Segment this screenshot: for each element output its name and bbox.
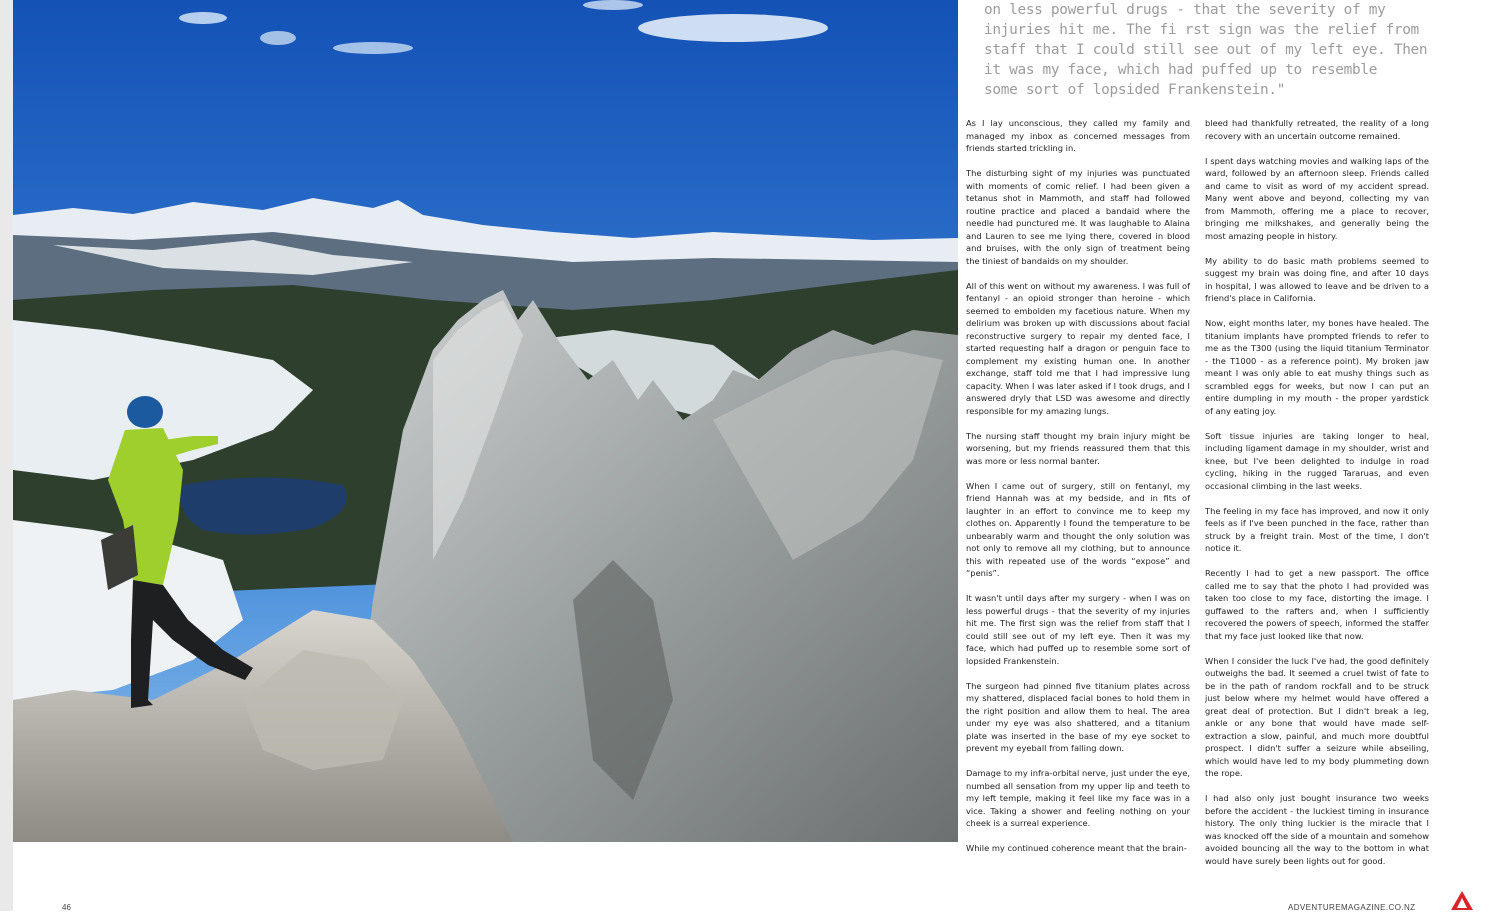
article-paragraph: When I came out of surgery, still on fentanyl, my friend Hannah was at my bedside, and in fits of laughter in an effort to convince me to keep my clothes on. Apparently I found the temperature to be unbearably warm and thought the only solution was not only to remove all my clothing, but to announce this with repeated use of the words “expose” and “penis”.	[966, 480, 1190, 578]
article-column-2	[1205, 117, 1429, 880]
article-column-1	[966, 117, 1190, 867]
article-paragraph: The feeling in my face has improved, and now it only feels as if I've been punched in the face, rather than struck by a freight train. Most of the time, I don't notice it.	[1205, 505, 1429, 553]
article-paragraph: The disturbing sight of my injuries was punctuated with moments of comic relief. I had been given a tetanus shot in Mammoth, and staff had followed routine practice and placed a bandaid where the needle had punctured me. It was laughable to Alaina and Lauren to see me lying there, covered in blood and bruises, with the only sign of treatment being the tiniest of bandaids on my shoulder.	[966, 168, 1190, 266]
pull-quote-line: staff that I could still see out of my left eye. Then	[984, 42, 1428, 58]
article-paragraph: When I consider the luck I've had, the good definitely outweighs the bad. It seemed a cruel twist of fate to be in the path of random rockfall and to be struck just below where my helmet would have offered a great deal of protection. But I didn't break a leg, ankle or any bone that would have made self-extraction a slow, painful, and much more doubtful prospect. I didn't suffer a seizure while abseiling, which would have led to my body plummeting down the rope.	[1205, 655, 1429, 778]
pull-quote	[984, 0, 1428, 100]
article-paragraph: As I lay unconscious, they called my family and managed my inbox as concerned messages from friends started trickling in.	[966, 118, 1190, 153]
article-paragraph: Damage to my infra-orbital nerve, just under the eye, numbed all sensation from my upper lip and teeth to my left temple, making it feel like my face was in a vice. Taking a shower and feeling nothing on your cheek is a surreal experience.	[966, 768, 1190, 828]
pull-quote-line: it was my face, which had puffed up to resemble	[984, 62, 1378, 78]
mountain-climber-photo	[13, 0, 958, 842]
article-paragraph: Now, eight months later, my bones have healed. The titanium implants have prompted friends to refer to me as the T300 (using the liquid titanium Terminator - the T1000 - as a reference point). My broken jaw meant I was only able to eat mushy things such as scrambled eggs for weeks, but now I can put an entire dumpling in my mouth - the proper yardstick of any eating joy.	[1205, 318, 1429, 416]
article-paragraph: I had also only just bought insurance two weeks before the accident - the luckiest timing in insurance history. The only thing luckier is the miracle that I was knocked off the side of a mountain and somehow avoided bouncing all the way to the bottom in what would have surely been lights out for good.	[1205, 793, 1429, 866]
article-paragraph: bleed had thankfully retreated, the reality of a long recovery with an uncertain outcome remained.	[1205, 118, 1429, 141]
article-paragraph: Soft tissue injuries are taking longer to heal, including ligament damage in my shoulder, wrist and knee, but I've been delighted to indulge in road cycling, hiking in the rugged Tararuas, and even occasional climbing in the last weeks.	[1205, 430, 1429, 491]
article-paragraph: Recently I had to get a new passport. The office called me to say that the photo I had provided was taken too close to my face, distorting the image. I guffawed to the rafters and, when I sufficiently recovered the powers of speech, informed the staffer that my face just looked like that now.	[1205, 568, 1429, 641]
magazine-logo-icon	[1450, 890, 1474, 916]
page-gutter	[0, 0, 13, 911]
article-paragraph: The nursing staff thought my brain injury might be worsening, but my friends reassured them that this was more or less normal banter.	[966, 430, 1190, 466]
page-number: 46	[62, 903, 71, 912]
pull-quote-line: injuries hit me. The fi rst sign was the relief from	[984, 22, 1419, 38]
article-paragraph: While my continued coherence meant that the brain-	[966, 843, 1187, 853]
article-paragraph: I spent days watching movies and walking laps of the ward, followed by an afternoon sleep. Friends called and came to visit as word of my accident spread. Many went above and beyond, collecting my van from Mammoth, offering me a place to recover, bringing me milkshakes, and generally being the most amazing people in history.	[1205, 155, 1429, 241]
pull-quote-line: on less powerful drugs - that the severity of my	[984, 2, 1386, 18]
magazine-site: ADVENTUREMAGAZINE.CO.NZ	[1288, 903, 1416, 912]
article-paragraph: All of this went on without my awareness. I was full of fentanyl - an opioid stronger than heroine - which seemed to embolden my facetious nature. When my delirium was broken up with discussions about facial reconstructive surgery to repair my dented face, I started requesting half a dragon or penguin face to complement my existing human one. In another exchange, staff told me that I had impressive lung capacity. When I was later asked if I took drugs, and I answered dryly that LSD was awesome and directly responsible for my amazing lungs.	[966, 280, 1190, 416]
article-paragraph: It wasn't until days after my surgery - when I was on less powerful drugs - that the severity of my injuries hit me. The first sign was the relief from staff that I could still see out of my left eye. Then it was my face, which had puffed up to resemble some sort of lopsided Frankenstein.	[966, 593, 1190, 666]
article-paragraph: The surgeon had pinned five titanium plates across my shattered, displaced facial bones to hold them in the right position and allow them to heal. The area under my eye was also shattered, and a titanium plate was inserted in the base of my eye socket to prevent my eyeball from falling down.	[966, 680, 1190, 753]
article-paragraph: My ability to do basic math problems seemed to suggest my brain was doing fine, and after 10 days in hospital, I was allowed to leave and be driven to a friend's place in California.	[1205, 255, 1429, 303]
pull-quote-line: some sort of lopsided Frankenstein."	[984, 82, 1286, 98]
